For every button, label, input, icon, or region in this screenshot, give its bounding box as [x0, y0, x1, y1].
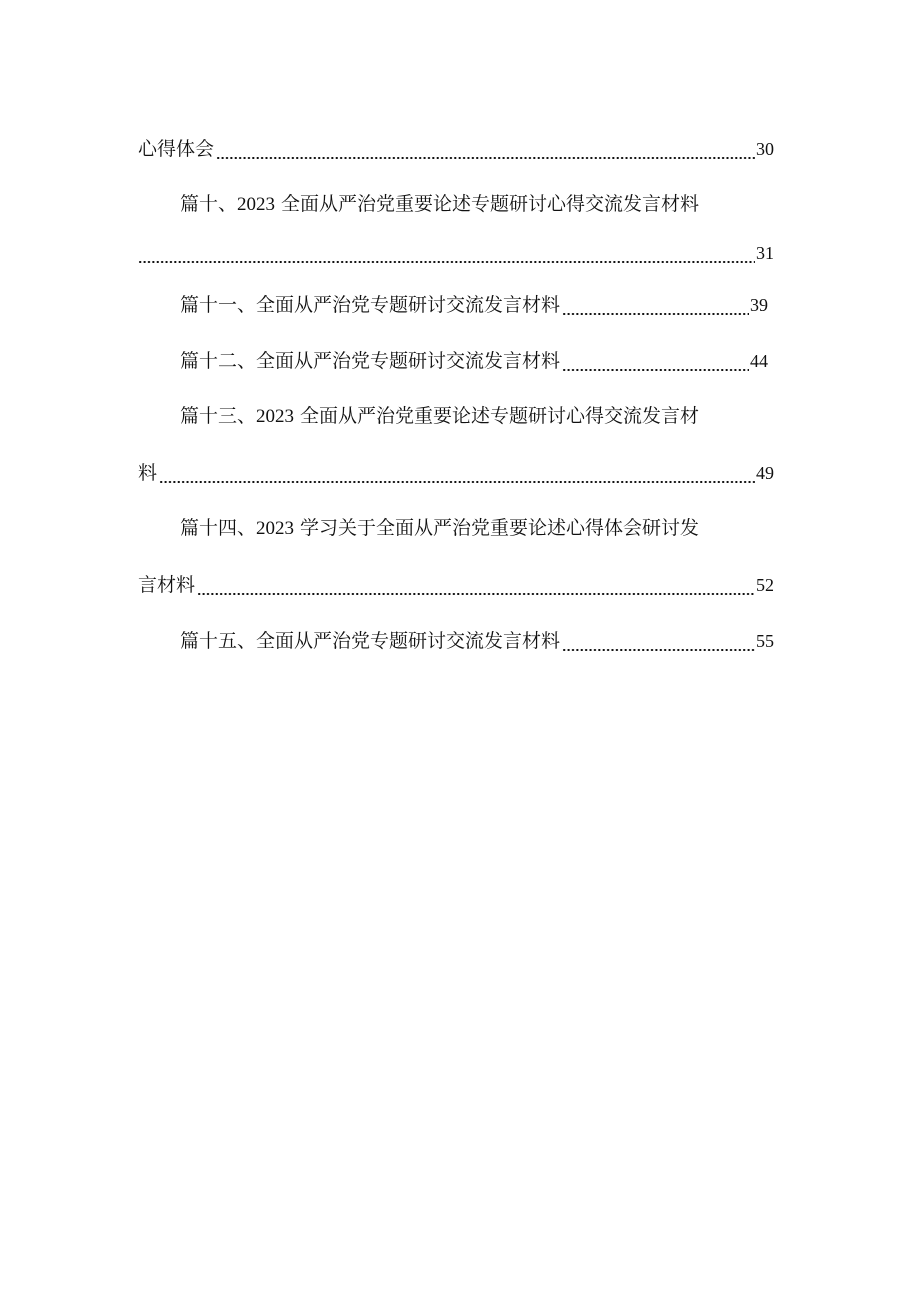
toc-entry-title-continued: 料	[138, 462, 158, 484]
dot-leader	[216, 135, 755, 163]
toc-page-number: 30	[756, 139, 774, 159]
toc-entry-pian-shisi-line1[interactable]	[138, 515, 738, 543]
toc-page-number: 44	[750, 351, 768, 371]
toc-entry-pian-shier[interactable]	[138, 347, 768, 375]
dot-leader	[562, 291, 749, 319]
toc-page-number: 31	[756, 243, 774, 263]
toc-entry-pian-shiwu[interactable]	[138, 627, 774, 655]
toc-entry-title: 篇十四、2023 学习关于全面从严治党重要论述心得体会研讨发	[180, 517, 700, 539]
toc-page-number: 39	[750, 295, 768, 315]
toc-entry-title: 心得体会	[138, 138, 215, 160]
toc-entry-title-continued: 言材料	[138, 574, 196, 596]
toc-entry-pian-shiyi[interactable]	[138, 291, 768, 319]
toc-entry-pian-shi-line2[interactable]	[138, 239, 774, 267]
toc-entry-title: 篇十三、2023 全面从严治党重要论述专题研讨心得交流发言材	[180, 405, 700, 427]
dot-leader	[197, 571, 755, 599]
toc-entry-pian-shisan-line2[interactable]	[138, 459, 774, 487]
toc-entry-pian-shisi-line2[interactable]	[138, 571, 774, 599]
toc-page-number: 52	[756, 575, 774, 595]
toc-entry-title: 篇十、2023 全面从严治党重要论述专题研讨心得交流发言材料	[180, 193, 700, 215]
dot-leader	[562, 347, 749, 375]
toc-entry-title: 篇十二、全面从严治党专题研讨交流发言材料	[180, 350, 561, 372]
dot-leader	[562, 627, 755, 655]
toc-entry-title: 篇十五、全面从严治党专题研讨交流发言材料	[180, 630, 561, 652]
toc-entry-pian-shi-line1[interactable]	[138, 191, 738, 219]
dot-leader	[138, 239, 755, 267]
toc-entry-pian-shisan-line1[interactable]	[138, 403, 738, 431]
toc-entry-title: 篇十一、全面从严治党专题研讨交流发言材料	[180, 294, 561, 316]
toc-entry-xinde-tihui[interactable]	[138, 135, 774, 163]
dot-leader	[159, 459, 755, 487]
toc-page-number: 49	[756, 463, 774, 483]
toc-page-number: 55	[756, 631, 774, 651]
